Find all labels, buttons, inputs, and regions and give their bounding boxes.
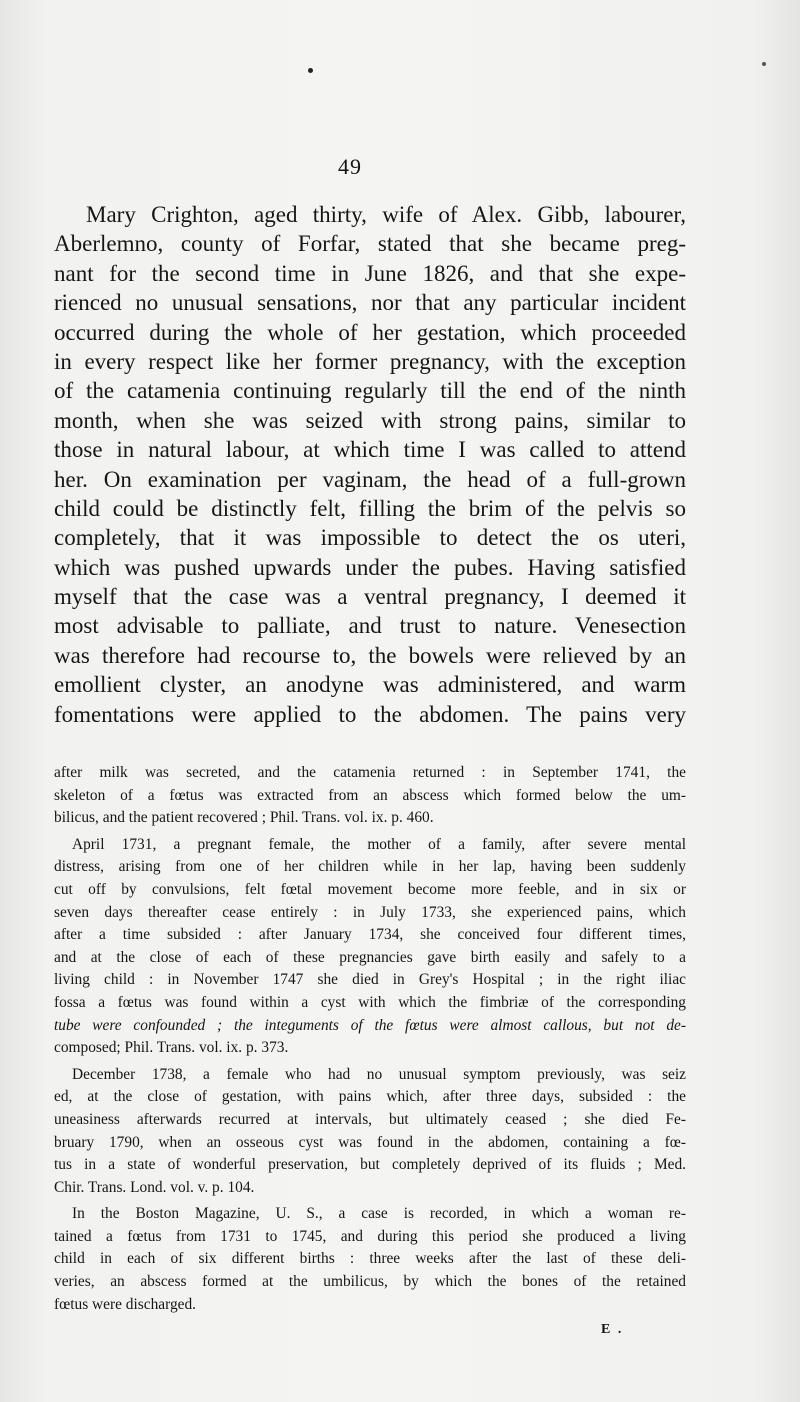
footnote-line: after milk was secreted, and the catamenia returned : in September 1741, the: [54, 764, 686, 781]
text-line: her. On examination per vaginam, the head of a full-grown: [54, 466, 686, 492]
footnote-line: bruary 1790, when an osseous cyst was found in the abdomen, containing a fœ-: [54, 1133, 686, 1151]
ink-speck: [762, 62, 766, 66]
footnote-line: April 1731, a pregnant female, the mother of a family, after severe mental: [72, 835, 686, 853]
text-line: in every respect like her former pregnancy, with the exception: [54, 348, 686, 374]
footnote-line: after a time subsided : after January 1734, she conceived four different times,: [54, 926, 686, 944]
text-line: of the catamenia continuing regularly till the end of the ninth: [54, 378, 686, 404]
text-line: nant for the second time in June 1826, and that she expe-: [54, 260, 686, 286]
text-line: Aberlemno, county of Forfar, stated that she became preg-: [54, 231, 686, 257]
footnote-line: distress, arising from one of her children while in her lap, having been suddenly: [54, 858, 686, 876]
footnote-line: bilicus, and the patient recovered ; Phil. Trans. vol. ix. p. 460.: [54, 809, 434, 827]
footnote-line: cut off by convulsions, felt fœtal movement become more feeble, and in six or: [54, 880, 686, 898]
text-line: emollient clyster, an anodyne was administered, and warm: [54, 672, 686, 698]
text-line: most advisable to palliate, and trust to nature. Venesection: [54, 613, 686, 639]
footnotes: [54, 762, 686, 1316]
text-line: occurred during the whole of her gestation, which proceeded: [54, 319, 686, 345]
footnote-line: tained a fœtus from 1731 to 1745, and during this period she produced a living: [54, 1227, 686, 1245]
text-line: myself that the case was a ventral pregnancy, I deemed it: [54, 584, 686, 610]
text-line: child could be distinctly felt, filling the brim of the pelvis so: [54, 495, 686, 521]
footnote-line: uneasiness afterwards recurred at intervals, but ultimately ceased ; she died Fe-: [54, 1110, 686, 1128]
footnote-line: December 1738, a female who had no unusual symptom previously, was seiz: [72, 1065, 686, 1083]
footnote-line: tube were confounded ; the integuments of the fœtus were almost callous, but not de-: [54, 1016, 686, 1034]
text-line: was therefore had recourse to, the bowels were relieved by an: [54, 642, 686, 668]
footnote-line: and at the close of each of these pregnancies gave birth easily and safely to a: [54, 948, 686, 966]
footnote-line: living child : in November 1747 she died in Grey's Hospital ; in the right iliac: [54, 971, 686, 989]
signature-mark: E .: [601, 1322, 624, 1337]
footnote-line: skeleton of a fœtus was extracted from an abscess which formed below the um-: [54, 786, 686, 804]
footnote-line: fossa a fœtus was found within a cyst with which the fimbriæ of the corresponding: [54, 993, 686, 1011]
text-line: which was pushed upwards under the pubes. Having satisfied: [54, 554, 686, 580]
text-line: Mary Crighton, aged thirty, wife of Alex. Gibb, labourer,: [86, 202, 686, 227]
footnote-line: child in each of six different births : three weeks after the last of these deli-: [54, 1250, 686, 1268]
text-line: fomentations were applied to the abdomen. The pains very: [54, 701, 686, 727]
text-line: rienced no unusual sensations, nor that any particular incident: [54, 290, 686, 316]
footnote-line: ed, at the close of gestation, with pains which, after three days, subsided : the: [54, 1088, 686, 1106]
page-number: 49: [338, 154, 362, 179]
text-line: month, when she was seized with strong pains, similar to: [54, 407, 686, 433]
footnote-line: seven days thereafter cease entirely : in July 1733, she experienced pains, which: [54, 903, 686, 921]
text-line: completely, that it was impossible to detect the os uteri,: [54, 525, 686, 551]
footnote-line: veries, an abscess formed at the umbilicus, by which the bones of the retained: [54, 1273, 686, 1291]
ink-speck: [308, 68, 313, 73]
footnote-line: In the Boston Magazine, U. S., a case is recorded, in which a woman re-: [72, 1205, 686, 1223]
footnote-line: fœtus were discharged.: [54, 1295, 197, 1313]
text-line: those in natural labour, at which time I was called to attend: [54, 437, 686, 463]
footnote-line: composed; Phil. Trans. vol. ix. p. 373.: [54, 1039, 289, 1057]
main-paragraph: [54, 200, 686, 729]
footnote-line: tus in a state of wonderful preservation, but completely deprived of its fluids ; Med.: [54, 1156, 686, 1174]
footnote-line: Chir. Trans. Lond. vol. v. p. 104.: [54, 1178, 255, 1196]
